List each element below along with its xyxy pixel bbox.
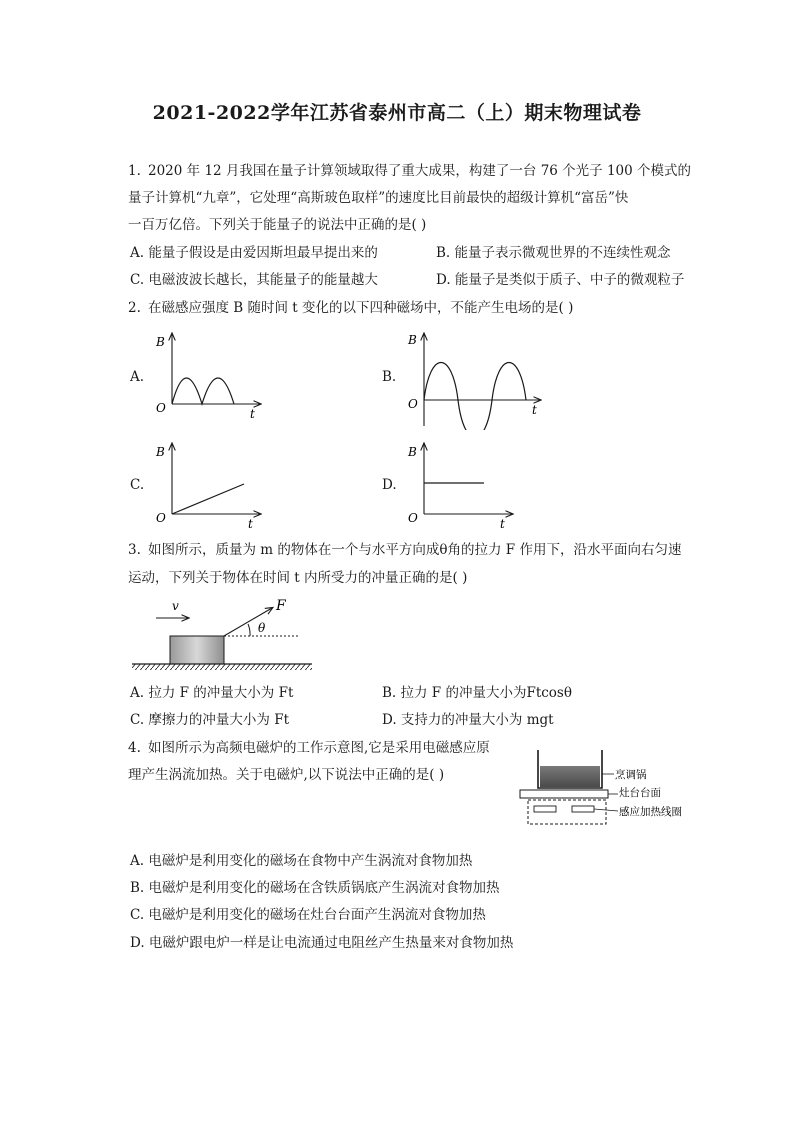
q3-line-1: 如图所示，质量为 m 的物体在一个与水平方向成θ角的拉力 F 作用下，沿水平面向右匀速 [148, 542, 682, 558]
q3-option-c[interactable]: C. 摩擦力的冲量大小为 Ft [130, 712, 290, 728]
q1-option-d[interactable]: D. 能量子是类似于质子、中子的微观粒子 [436, 272, 685, 288]
block [170, 636, 224, 664]
linear-line [172, 484, 244, 514]
coil-left [534, 806, 556, 812]
q1-number: 1. [128, 163, 141, 179]
x-label: t [500, 517, 505, 530]
force-label: F [276, 598, 286, 614]
q2-option-a-label[interactable]: A. [130, 369, 145, 385]
velocity-label: v [172, 599, 179, 613]
q1-line-3: 一百万亿倍。下列关于能量子的说法中正确的是( ) [128, 217, 427, 233]
q4-number: 4. [128, 740, 141, 756]
q4-option-b[interactable]: B. 电磁炉是利用变化的磁场在含铁质锅底产生涡流对食物加热 [130, 880, 500, 896]
angle-label: θ [258, 621, 266, 635]
page-title: 2021-2022学年江苏省泰州市高二（上）期末物理试卷 [152, 102, 642, 124]
y-label: B [408, 445, 417, 459]
q2-graph-c [148, 440, 268, 530]
x-label: t [248, 517, 253, 530]
sine-curve [424, 363, 526, 431]
q4-line-2: 理产生涡流加热。关于电磁炉,以下说法中正确的是( ) [128, 767, 445, 783]
stove-surface [520, 790, 608, 798]
q2-graph-d [400, 440, 520, 530]
surface-label: 灶台台面 [619, 787, 661, 799]
food [540, 766, 600, 787]
y-label: B [408, 333, 417, 347]
origin-label: O [156, 511, 166, 525]
q2-number: 2. [128, 300, 141, 316]
q3-option-d[interactable]: D. 支持力的冲量大小为 mgt [382, 712, 554, 728]
origin-label: O [408, 397, 418, 411]
q1-line-1: 2020 年 12 月我国在量子计算领域取得了重大成果，构建了一台 76 个光子 100 个模式的 [148, 163, 692, 179]
coil-right [572, 806, 594, 812]
q4-option-a[interactable]: A. 电磁炉是利用变化的磁场在食物中产生涡流对食物加热 [130, 853, 473, 869]
q4-figure [518, 748, 692, 828]
q3-option-a[interactable]: A. 拉力 F 的冲量大小为 Ft [130, 685, 294, 701]
q2-option-c-label[interactable]: C. [130, 477, 145, 493]
q3-figure [132, 596, 312, 676]
x-label: t [532, 403, 537, 417]
q2-stem: 在磁感应强度 B 随时间 t 变化的以下四种磁场中，不能产生电场的是( ) [148, 300, 574, 316]
q3-number: 3. [128, 542, 141, 558]
q2-option-d-label[interactable]: D. [382, 477, 397, 493]
origin-label: O [156, 401, 166, 415]
q4-option-c[interactable]: C. 电磁炉是利用变化的磁场在灶台台面产生涡流对食物加热 [130, 907, 486, 923]
q2-graph-a [148, 330, 268, 420]
q2-graph-b [400, 330, 548, 430]
q1-option-b[interactable]: B. 能量子表示微观世界的不连续性观念 [436, 245, 671, 261]
angle-arc [248, 624, 250, 636]
q1-option-c[interactable]: C. 电磁波波长越长，其能量子的能量越大 [130, 272, 378, 288]
q2-option-b-label[interactable]: B. [382, 369, 397, 385]
rectified-sine-curve [172, 378, 234, 404]
q4-line-1: 如图所示为高频电磁炉的工作示意图,它是采用电磁感应原 [148, 740, 490, 756]
coil-label: 感应加热线圈 [619, 806, 682, 818]
q3-option-b[interactable]: B. 拉力 F 的冲量大小为Ftcosθ [382, 685, 572, 701]
origin-label: O [408, 511, 418, 525]
ground-hatching [132, 664, 312, 670]
q1-option-a[interactable]: A. 能量子假设是由爱因斯坦最早提出来的 [130, 245, 378, 261]
q3-line-2: 运动，下列关于物体在时间 t 内所受力的冲量正确的是( ) [128, 570, 468, 586]
q4-option-d[interactable]: D. 电磁炉跟电炉一样是让电流通过电阻丝产生热量来对食物加热 [130, 935, 514, 951]
pot-label: 烹调锅 [615, 769, 647, 781]
q1-line-2: 量子计算机“九章”，它处理“高斯玻色取样”的速度比目前最快的超级计算机“富岳”快 [128, 190, 629, 206]
y-label: B [156, 335, 165, 349]
y-label: B [156, 445, 165, 459]
x-label: t [250, 407, 255, 420]
